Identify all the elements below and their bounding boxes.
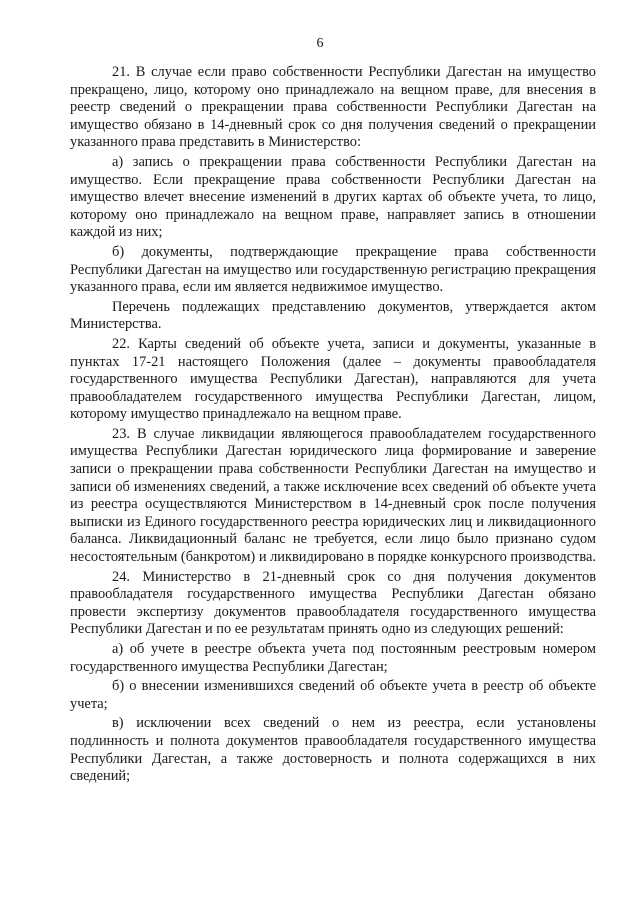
paragraph-document-list: Перечень подлежащих представлению документов, утверждается актом Министерства.: [70, 298, 596, 333]
paragraph-21-b: б) документы, подтверждающие прекращение права собственности Республики Дагестан на имущество или государственную регистрацию прекращения указанного права, если им является недвижимое имущество.: [70, 243, 596, 296]
paragraph-24-v: в) исключении всех сведений о нем из реестра, если установлены подлинность и полнота документов правообладателя государственного имущества Республики Дагестан, а также достоверность и полнота содержащихся в них сведений;: [70, 715, 596, 785]
document-body: [70, 64, 596, 788]
page-number: 6: [316, 36, 324, 51]
paragraph-21-a: а) запись о прекращении права собственности Республики Дагестан на имущество. Если прекращение права собственности Республики Дагестан на имущество влечет внесение изменений в других картах об объекте учета, то лицо, которому оно принадлежало на вещном праве, направляет запись в отношении каждой из них;: [70, 153, 596, 241]
paragraph-21: 21. В случае если право собственности Республики Дагестан на имущество прекращено, лицо, которому оно принадлежало на вещном праве, для внесения в реестр сведений о прекращении права собственности Республики Дагестан на имущество обязано в 14-дневный срок со дня получения сведений о прекращении указанного права представить в Министерство:: [70, 64, 596, 151]
paragraph-24-a: а) об учете в реестре объекта учета под постоянным реестровым номером государственного имущества Республики Дагестан;: [70, 641, 596, 675]
paragraph-24: 24. Министерство в 21-дневный срок со дня получения документов правообладателя государственного имущества Республики Дагестан обязано провести экспертизу документов правообладателя государственного имущества Республики Дагестан и по ее результатам принять одно из следующих решений:: [70, 568, 596, 638]
paragraph-22: 22. Карты сведений об объекте учета, записи и документы, указанные в пунктах 17-21 настоящего Положения (далее – документы правообладателя государственного имущества Республики Дагестан), направляются для учета правообладателем государственного имущества Республики Дагестан, лицом, которому имущество принадлежало на вещном праве.: [70, 335, 596, 423]
paragraph-24-b: б) о внесении изменившихся сведений об объекте учета в реестр об объекте учета;: [70, 678, 596, 712]
paragraph-23: 23. В случае ликвидации являющегося правообладателем государственного имущества Республики Дагестан юридического лица формирование и заверение записи о прекращении права собственности Республики Дагестан на имущество и записи об изменениях сведений, а также исключение всех сведений об объекте учета из реестра осуществляются Министерством в 14-дневный срок после получения выписки из Единого государственного реестра юридических лиц и ликвидационного баланса. Ликвидационный баланс не требуется, если лицо было признано судом несостоятельным (банкротом) и ликвидировано в порядке конкурсного производства.: [70, 425, 596, 566]
